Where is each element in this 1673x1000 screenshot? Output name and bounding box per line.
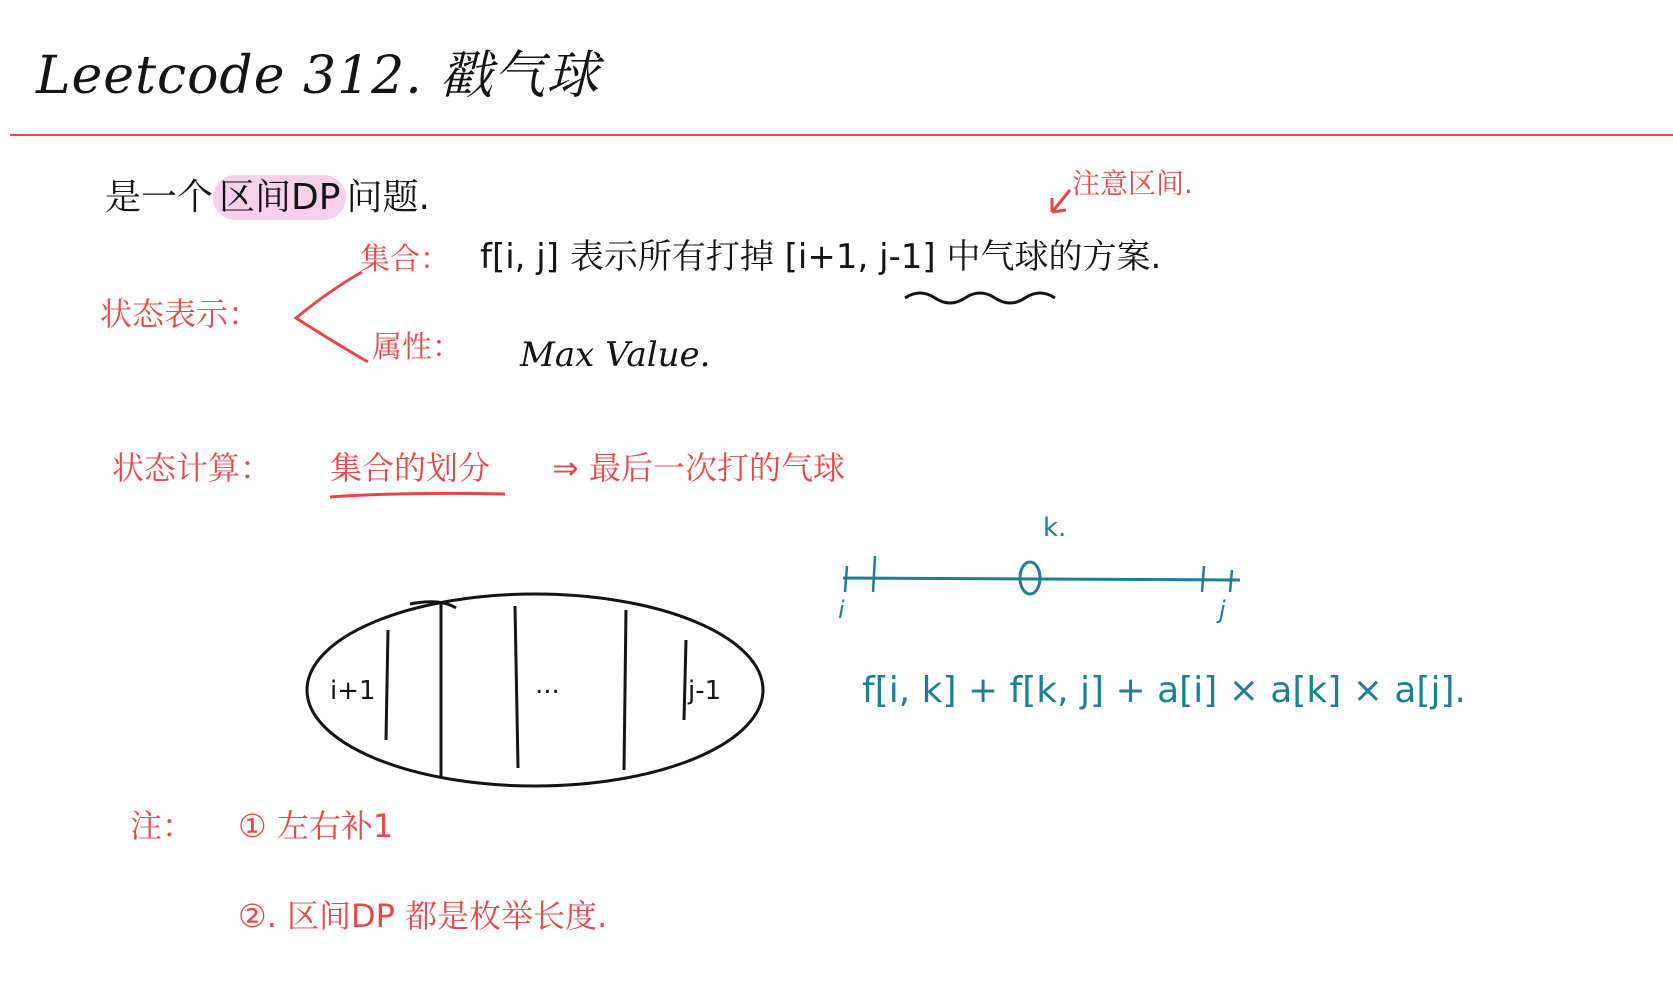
partition-line [624,610,626,770]
intro-prefix: 是一个 [105,177,214,218]
set-partition: 集合的划分 [330,449,491,487]
set-label: 集合： [360,242,450,277]
intro-suffix: 问题. [346,177,430,218]
state-representation-label: 状态表示： [100,295,261,333]
note-item-2: ②. 区间DP 都是枚举长度. [238,897,608,935]
property-value: Max Value. [520,335,711,375]
note-item-1: ① 左右补1 [238,807,394,845]
left-end-mark [845,556,875,592]
i-label: i [838,596,845,624]
k-label: k. [1043,513,1067,543]
ellipse-left-label: i+1 [330,676,376,706]
notes-label: 注： [130,807,195,845]
ellipse-middle-label: ... [535,670,560,700]
partition-line [684,640,686,720]
last-balloon-text: ⇒ 最后一次打的气球 [552,449,845,487]
ellipse-right-label: j-1 [688,676,722,706]
intro-highlight: 区间DP [213,175,346,220]
balloons-ellipse [307,594,763,786]
page-title: Leetcode 312. 戳气球 [36,46,600,106]
brace-stroke [296,272,368,362]
number-line [843,578,1240,580]
partition-line [386,630,388,740]
set-definition: f[i, j] 表示所有打掉 [i+1, j-1] 中气球的方案. [480,237,1162,277]
state-computation-label: 状态计算： [112,449,273,487]
note-arrow [1052,190,1070,212]
partition-line [515,606,518,768]
range-note: 注意区间. [1072,167,1193,200]
j-label: j [1219,596,1226,624]
transition-formula: f[i, k] + f[k, j] + a[i] × a[k] × a[j]. [862,670,1466,711]
partition-underline [330,493,505,497]
wavy-underline [905,293,1055,303]
property-label: 属性： [372,330,462,365]
